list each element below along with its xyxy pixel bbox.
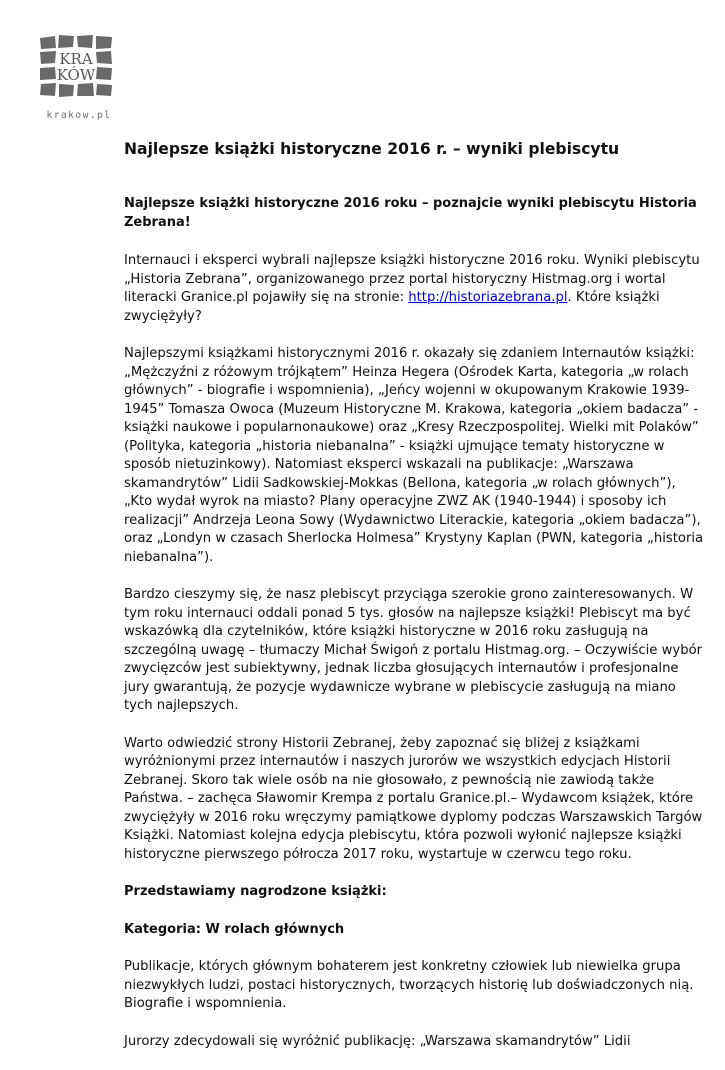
logo-text-line1: KRA <box>59 50 93 68</box>
krakow-logo <box>38 30 120 126</box>
paragraph-intro <box>124 252 706 326</box>
paragraph-quote-swigon: Bardzo cieszymy się, że nasz plebiscyt przyciąga szerokie grono zainteresowanych. W tym roku internauci oddali ponad 5 tys. głosów na najlepsze książki! Plebiscyt ma być wskazówką dla czytelników, które książki historyczne w 2016 roku zasługują na szczególną uwagę – tłumaczy Michał Świgoń z portalu Histmag.org. – Oczywiście wybór zwycięzców jest subiektywny, jednak liczba głosujących internautów i profesjonalne jury gwarantują, że pozycje wydawnicze wybrane w plebiscycie zasługują na miano tych najlepszych. <box>124 587 703 713</box>
paragraph-winners: Najlepszymi książkami historycznymi 2016 r. okazały się zdaniem Internautów książki: „Mężczyźni z różowym trójkątem” Heinza Hegera (Ośrodek Karta, kategoria „w rolach głównych” - biografie i wspomnienia), „Jeńcy wojenni w okupowanym Krakowie 1939-1945” Tomasza Owoca (Muzeum Historyczne M. Krakowa, kategoria „okiem badacza” - książki naukowe i popularnonaukowe) oraz „Kresy Rzeczpospolitej. Wielki mit Polaków” (Polityka, kategoria „historia niebanalna” - książki ujmujące tematy historyczne w sposób nietuzinkowy). Natomiast eksperci wskazali na publikacje: „Warszawa skamandrytów” Lidii Sadkowskiej-Mokkas (Bellona, kategoria „w rolach głównych”), „Kto wydał wyrok na miasto? Plany operacyjne ZWZ AK (1940-1944) i sposoby ich realizacji” Andrzeja Leona Sowy (Wydawnictwo Literackie, kategoria „okiem badacza”), oraz „Londyn w czasach Sherlocka Holmesa” Krystyny Kaplan (PWN, kategoria „historia niebanalna”). <box>124 346 704 565</box>
krakow-logo-mosaic <box>38 30 120 110</box>
paragraph-quote-krempa: Warto odwiedzić strony Historii Zebranej, żeby zapoznać się bliżej z książkami wyróżnionymi przez internautów i naszych jurorów we wszystkich edycjach Historii Zebranej. Skoro tak wiele osób na nie głosowało, z pewnością nie zawiodą także Państwa. – zachęca Sławomir Krempa z portalu Granice.pl.– Wydawcom książek, które zwyciężyły w 2016 roku wręczymy pamiątkowe dyplomy podczas Warszawskich Targów Książki. Natomiast kolejna edycja plebiscytu, która pozwoli wyłonić najlepsze książki historyczne pierwszego półrocza 2017 roku, wystartuje w czerwcu tego roku. <box>124 735 703 862</box>
logo-text-line2: KÓW <box>56 66 96 84</box>
article <box>124 138 706 1070</box>
historiazebrana-link[interactable]: http://historiazebrana.pl <box>408 290 568 305</box>
paragraph-intro-tail: . Które książki zwyciężyły? <box>124 290 660 324</box>
article-title: Najlepsze książki historyczne 2016 r. – wyniki plebiscytu <box>124 140 620 158</box>
paragraph-jury: Jurorzy zdecydowali się wyróżnić publikację: „Warszawa skamandrytów” Lidii <box>124 1033 631 1049</box>
article-lead: Najlepsze książki historyczne 2016 roku – poznajcie wyniki plebiscytu Historia Zebrana! <box>124 196 697 230</box>
section-heading-category: Kategoria: W rolach głównych <box>124 921 345 937</box>
paragraph-intro-text: Internauci i eksperci wybrali najlepsze książki historyczne 2016 roku. Wyniki plebiscytu „Historia Zebrana”, organizowanego przez portal historyczny Histmag.org i wortal literacki Granice.pl pojawiły się na stronie: <box>124 253 700 305</box>
section-heading-awarded: Przedstawiamy nagrodzone książki: <box>124 884 387 899</box>
paragraph-category-description: Publikacje, których głównym bohaterem jest konkretny człowiek lub niewielka grupa niezwykłych ludzi, postaci historycznych, tworzących historię lub doświadczonych nią. Biografie i wspomnienia. <box>124 959 694 1011</box>
logo-caption: krakow.pl <box>46 110 112 121</box>
